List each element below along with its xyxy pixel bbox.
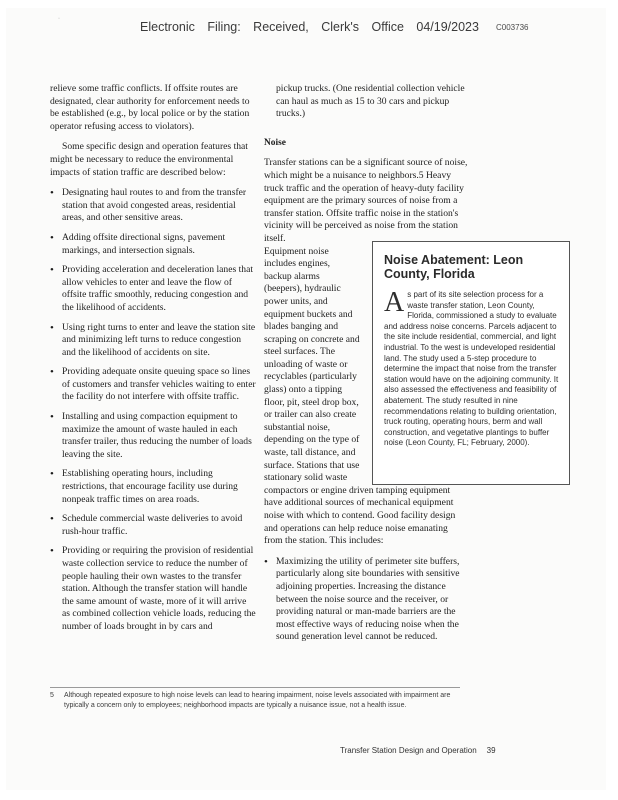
continuation-paragraph: pickup trucks. (One residential collection vehicle can haul as much as 15 to 30 cars and pickup trucks.) (276, 83, 465, 120)
drop-cap: A (384, 287, 405, 318)
sidebar-title: Noise Abatement: Leon County, Florida (384, 253, 524, 281)
footnote (50, 691, 468, 710)
list-item: • Providing adequate onsite queuing space so lines of customers and transfer vehicles waiting to enter the facility do not interfere with offsite traffic. (50, 366, 256, 404)
footnote-divider (50, 687, 460, 688)
publication-title: Transfer Station Design and Operation (340, 746, 477, 755)
page-footer (340, 746, 496, 755)
sidebar-body (384, 287, 559, 449)
case-study-sidebar (372, 241, 570, 485)
noise-heading: Noise (264, 137, 286, 148)
list-item: • Schedule commercial waste deliveries to avoid rush-hour traffic. (50, 513, 256, 538)
noise-measures-list (264, 556, 468, 644)
list-item: • Providing or requiring the provision of residential waste collection service to reduce the number of people hauling their own wastes to the transfer station. Although the transfer station will handle the same amount of waste, more of it will arrive as combined collection vehicle loads, reducing the number of loads brought in by cars and (50, 545, 256, 633)
sidebar-text: s part of its site selection process for a waste transfer station, Leon County, Florida, commissioned a study to evaluate and address noise concerns. Parcels adjacent to the site include residential, commercial, and light industrial. To the west is undeveloped residential land. The study used a 5-step procedure to determine the impact that noise from the transfer station would have on the adjoining community. It also assessed the effectiveness and feasibility of abatement. The study resulted in nine recommendations relating to building orientation, truck routing, operating hours, berm and wall construction, and vegetative plantings to buffer noise (Leon County, FL; February, 2000). (384, 290, 559, 448)
list-item: • Establishing operating hours, including restrictions, that encourage facility use during nonpeak traffic times on area roads. (50, 468, 256, 506)
list-item: • Maximizing the utility of perimeter site buffers, particularly along site boundaries with sensitive adjoining properties. Increasing the distance between the noise source and the receiver, or providing natural or man-made barriers are the most effective ways of reducing noise when the sound generation level cannot be reduced. (264, 556, 468, 644)
list-item: • Providing acceleration and deceleration lanes that allow vehicles to enter and leave the flow of offsite traffic smoothly, reducing congestion and the likelihood of accidents. (50, 264, 256, 314)
list-item: • Designating haul routes to and from the transfer station that avoid congested areas, residential areas, and other sensitive areas. (50, 187, 256, 225)
list-item: • Installing and using compaction equipment to maximize the amount of waste hauled in each transfer trailer, thus reducing the number of loads leaving the site. (50, 411, 256, 461)
list-item: • Using right turns to enter and leave the station site and minimizing left turns to reduce congestion and the likelihood of accidents on site. (50, 322, 256, 360)
filing-header (0, 18, 618, 38)
noise-intro-paragraph: Transfer stations can be a significant source of noise, which might be a nuisance to neighbors.5 Heavy truck traffic and the operation of heavy-duty facility equipment are the primary sources of noise from a transfer station. Offsite traffic noise in the station's vicinity will be perceived as noise from the station itself. (264, 157, 468, 244)
filing-stamp: Electronic Filing: Received, Clerk's Office 04/19/2023 (140, 20, 479, 34)
document-code: C003736 (496, 23, 529, 32)
equipment-noise-paragraph: Equipment noise includes engines, backup alarms (beepers), hydraulic power units, and equipment buckets and blades banging and scraping on concrete and steel surfaces. The unloading of waste or recyclables (particularly glass) onto a tipping floor, pit, steel drop box, or trailer can also create substantial noise, depending on the type of waste, tall distance, and surface. Stations that use stationary solid waste (264, 245, 360, 484)
traffic-measures-list (50, 187, 256, 633)
intro-paragraph: relieve some traffic conflicts. If offsite routes are designated, clear authority for enforcement needs to be established (e.g., by local police or by the station operator refusing access to violators). (50, 83, 250, 132)
lead-in-paragraph: Some specific design and operation features that might be necessary to reduce the environmental impacts of station traffic are described below: (50, 141, 248, 178)
footnote-text: Although repeated exposure to high noise levels can lead to hearing impairment, noise levels associated with impairment are typically a concern only to employees; neighborhood impacts are typically a nuisance issue, not a health issue. (64, 692, 451, 709)
left-column (50, 83, 256, 641)
noise-wide-paragraph: compactors or engine driven tamping equipment have additional sources of mechanical equipment noise with which to contend. Good facility design and operations can help reduce noise emanating from the station. This includes: (264, 484, 456, 547)
list-item: • Adding offsite directional signs, pavement markings, and intersection signals. (50, 232, 256, 257)
footnote-number: 5 (50, 692, 54, 699)
page-number: 39 (486, 746, 496, 755)
scan-mark: · (58, 16, 60, 22)
